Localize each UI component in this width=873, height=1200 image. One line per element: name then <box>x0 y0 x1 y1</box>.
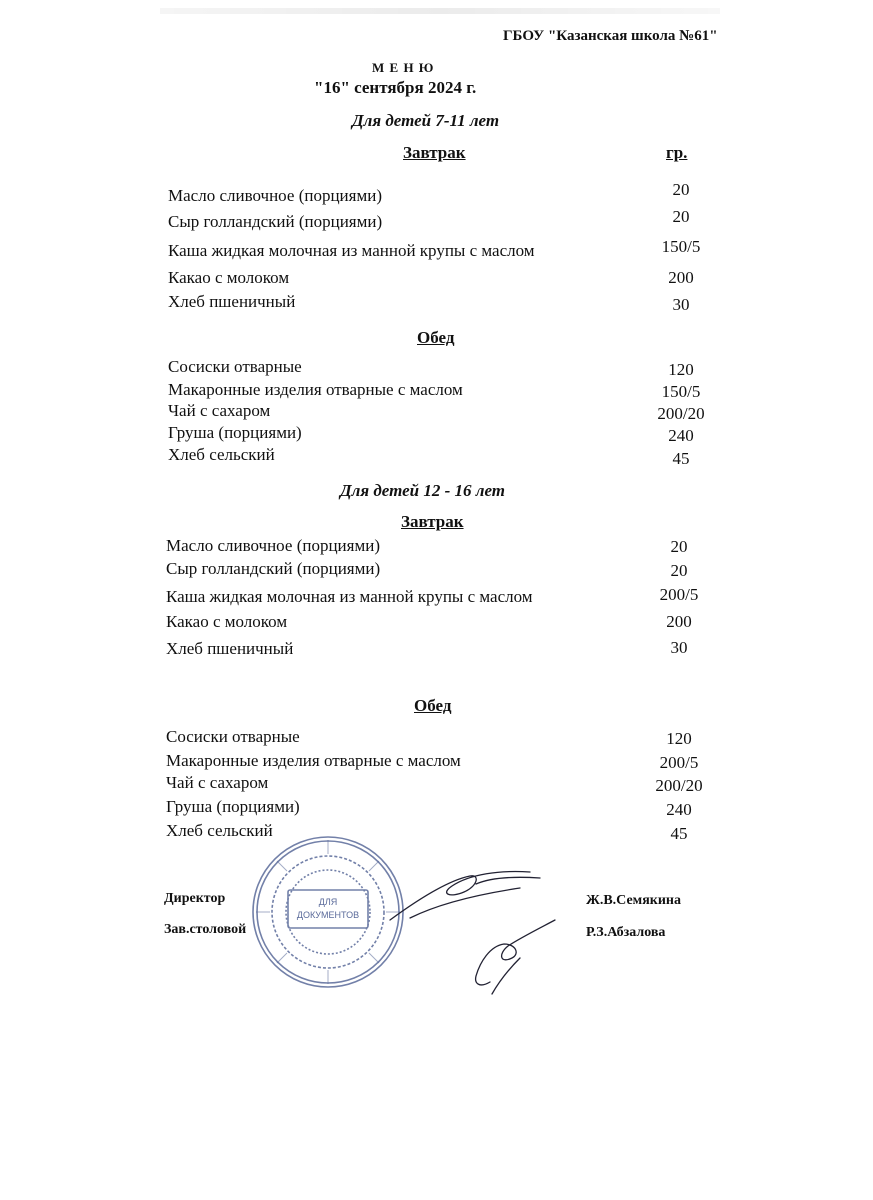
group-title: Для детей 7-11 лет <box>352 111 500 130</box>
menu-item-name: Сыр голландский (порциями) <box>168 212 383 231</box>
menu-item-qty: 20 <box>672 207 690 226</box>
menu-item-name: Сыр голландский (порциями) <box>166 559 381 578</box>
section-title-lunch: Обед <box>417 328 455 347</box>
director-label: Директор <box>164 891 226 906</box>
menu-item-qty: 200/20 <box>655 776 703 795</box>
menu-item-name: Масло сливочное (порциями) <box>166 536 380 555</box>
seal-text: ДЛЯ <box>318 897 338 907</box>
menu-item-qty: 45 <box>672 449 690 468</box>
menu-item-name: Груша (порциями) <box>166 797 300 816</box>
menu-item-qty: 20 <box>670 537 688 556</box>
menu-item-name: Какао с молоком <box>166 612 288 631</box>
menu-item-name: Хлеб сельский <box>168 445 275 464</box>
menu-item-qty: 120 <box>666 729 692 748</box>
menu-item-name: Сосиски отварные <box>168 357 302 376</box>
menu-item-qty: 30 <box>670 638 688 657</box>
qty-header: гр. <box>666 143 688 162</box>
menu-item-name: Масло сливочное (порциями) <box>168 186 382 205</box>
menu-item-qty: 150/5 <box>661 382 701 401</box>
menu-item-qty: 30 <box>672 295 690 314</box>
menu-title: М Е Н Ю <box>372 60 435 75</box>
menu-item-name: Хлеб пшеничный <box>168 292 296 311</box>
menu-item-qty: 150/5 <box>661 237 701 256</box>
canteen-manager-name: Р.З.Абзалова <box>586 925 666 940</box>
seal-text: ДОКУМЕНТОВ <box>296 910 360 920</box>
scan-artifact <box>160 8 720 14</box>
menu-item-qty: 200/5 <box>659 753 699 772</box>
school-name: ГБОУ "Казанская школа №61" <box>503 28 718 44</box>
menu-item-qty: 200 <box>668 268 694 287</box>
menu-item-qty: 240 <box>666 800 692 819</box>
director-name: Ж.В.Семякина <box>586 893 681 908</box>
menu-item-name: Какао с молоком <box>168 268 290 287</box>
menu-date: "16" сентября 2024 г. <box>314 78 477 97</box>
menu-item-qty: 120 <box>668 360 694 379</box>
menu-item-qty: 240 <box>668 426 694 445</box>
menu-item-name: Макаронные изделия отварные с маслом <box>166 751 461 770</box>
menu-item-name: Хлеб сельский <box>166 821 273 840</box>
menu-item-qty: 20 <box>670 561 688 580</box>
canteen-manager-label: Зав.столовой <box>164 922 247 937</box>
menu-item-qty: 200 <box>666 612 692 631</box>
menu-item-name: Чай с сахаром <box>166 773 269 792</box>
section-title-lunch: Обед <box>414 696 452 715</box>
menu-item-qty: 200/20 <box>657 404 705 423</box>
handwritten-signature <box>380 858 580 998</box>
menu-item-name: Хлеб пшеничный <box>166 639 294 658</box>
menu-item-name: Сосиски отварные <box>166 727 300 746</box>
menu-item-name: Каша жидкая молочная из манной крупы с маслом <box>166 587 533 606</box>
menu-item-name: Чай с сахаром <box>168 401 271 420</box>
section-title-breakfast: Завтрак <box>403 143 466 162</box>
menu-item-name: Макаронные изделия отварные с маслом <box>168 380 463 399</box>
menu-item-qty: 45 <box>670 824 688 843</box>
menu-item-name: Каша жидкая молочная из манной крупы с маслом <box>168 241 535 260</box>
menu-item-name: Груша (порциями) <box>168 423 302 442</box>
section-title-breakfast: Завтрак <box>401 512 464 531</box>
group-title: Для детей 12 - 16 лет <box>340 481 506 500</box>
menu-item-qty: 200/5 <box>659 585 699 604</box>
menu-item-qty: 20 <box>672 180 690 199</box>
